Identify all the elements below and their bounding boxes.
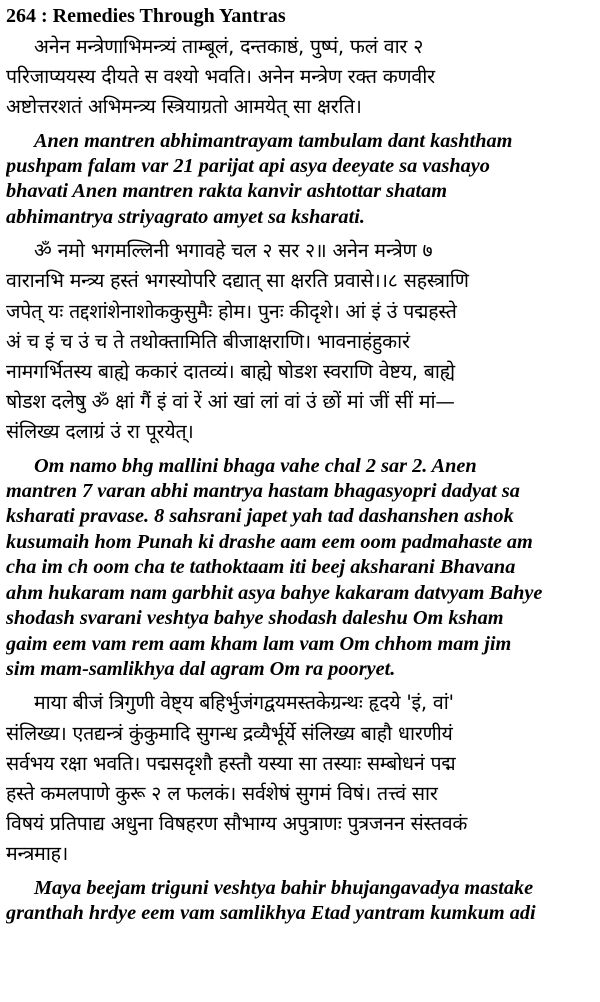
transliteration-line: abhimantrya striyagrato amyet sa ksharati. [6,205,365,228]
sanskrit-paragraph [6,688,594,869]
transliteration-line: shodash svarani veshtya bahye shodash daleshu Om ksham [6,607,504,630]
sanskrit-line: परिजाप्ययस्य दीयते स वश्यो भवति। अनेन मन्त्रेण रक्त कणवीर [6,65,435,89]
sanskrit-line: अष्टोत्तरशतं अभिमन्त्र्य स्त्रियाग्रतो आमयेत् सा क्षरति। [6,95,362,119]
sanskrit-line: माया बीजं त्रिगुणी वेष्ट्य बहिर्भुजंगद्वयमस्तकेग्रन्थः हृदये 'इं, वां' [34,691,454,715]
sanskrit-line: अनेन मन्त्रेणाभिमन्त्र्यं ताम्बूलं, दन्तकाष्ठं, पुष्पं, फलं वार २ [34,35,424,58]
running-head: 264 : Remedies Through Yantras [6,5,286,27]
transliteration-line: granthah hrdye eem vam samlikhya Etad yantram kumkum adi [6,901,536,924]
sanskrit-line: सर्वभय रक्षा भवति। पद्मसदृशौ हस्तौ यस्या सा तस्याः सम्बोधनं पद्म [6,751,456,775]
transliteration-line: kusumaih hom Punah ki drashe aam eem oom padmahaste am [6,530,533,553]
sanskrit-line: हस्ते कमलपाणे कुरू २ ल फलकं। सर्वशेषं सुगमं विषं। तत्त्वं सार [6,781,438,805]
transliteration-line: ksharati pravase. 8 sahsrani japet yah tad dashanshen ashok [6,505,514,528]
sanskrit-line: संलिख्य। एतद्यन्त्रं कुंकुमादि सुगन्ध द्रव्यैर्भूर्ये संलिख्य बाहौ धारणीयं [6,721,453,745]
sanskrit-paragraph [6,32,594,123]
transliteration-line: pushpam falam var 21 parijat api asya deeyate sa vashayo [6,155,490,178]
sanskrit-line: नामगर्भितस्य बाह्ये ककारं दातव्यं। बाह्ये षोडश स्वराणि वेष्टय, बाह्ये [6,360,455,384]
sanskrit-line: वारानभि मन्त्र्य हस्तं भगस्योपरि दद्यात् सा क्षरति प्रवासे।।८ सहस्त्राणि [6,269,469,293]
transliteration-paragraph [6,129,594,231]
sanskrit-line: अं च इं च उं च ते तथोक्तामिति बीजाक्षराणि। भावनाहंहुकारं [6,329,410,353]
transliteration-paragraph [6,454,594,683]
transliteration-line: Maya beejam triguni veshtya bahir bhujangavadya mastake [34,876,534,899]
transliteration-line: Anen mantren abhimantrayam tambulam dant kashtham [34,129,513,152]
transliteration-line: bhavati Anen mantren rakta kanvir ashtottar shatam [6,180,448,203]
sanskrit-line: षोडश दलेषु ॐ क्षां गैं इं वां रें आं खां लां वां उं छों मां जीं सीं मां— [6,390,455,414]
sanskrit-paragraph [6,236,594,447]
sanskrit-line: जपेत् यः तद्दशांशेनाशोककुसुमैः होम। पुनः कीदृशे। आं इं उं पद्महस्ते [6,299,457,323]
transliteration-line: ahm hukaram nam garbhit asya bahye kakaram datvyam Bahye [6,581,543,604]
transliteration-line: sim mam-samlikhya dal agram Om ra pooryet. [6,657,396,680]
sanskrit-line: संलिख्य दलाग्रं उं रा पूरयेत्। [6,420,194,444]
transliteration-paragraph [6,876,594,927]
transliteration-line: mantren 7 varan abhi mantrya hastam bhagasyopri dadyat sa [6,480,520,503]
sanskrit-line: विषयं प्रतिपाद्य अधुना विषहरण सौभाग्य अपुत्राणः पुत्रजनन संस्तवकं [6,812,468,836]
transliteration-line: cha im ch oom cha te tathoktaam iti beej aksharani Bhavana [6,556,516,579]
transliteration-line: Om namo bhg mallini bhaga vahe chal 2 sar 2. Anen [34,454,477,477]
transliteration-line: gaim eem vam rem aam kham lam vam Om chhom mam jim [6,632,512,655]
body-text [6,32,594,926]
sanskrit-line: ॐ नमो भगमल्लिनी भगावहे चल २ सर २॥ अनेन मन्त्रेण ७ [34,239,433,263]
sanskrit-line: मन्त्रमाह। [6,842,69,866]
